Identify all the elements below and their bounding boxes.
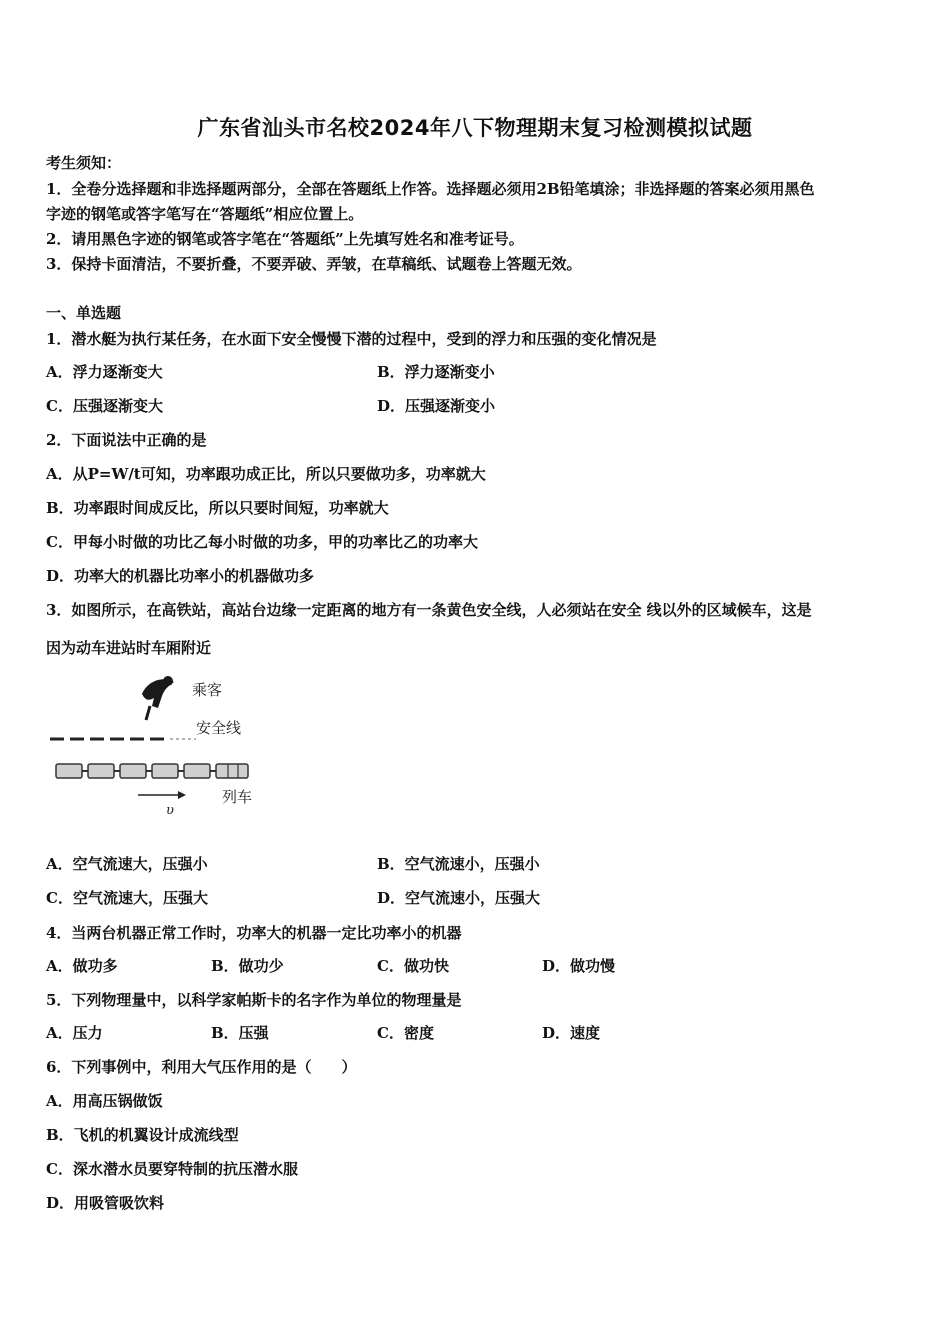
notice-heading: 考生须知： [46,154,122,172]
notice-item: 1．全卷分选择题和非选择题两部分，全部在答题纸上作答。选择题必须用2B铅笔填涂；非选择题的答案必须用黑色 [46,180,815,198]
question-2-stem: 2．下面说法中正确的是 [46,431,207,449]
train-icon [56,764,248,778]
q2-option-d: D．功率大的机器比功率小的机器做功多 [46,567,315,585]
q5-option-d: D．速度 [542,1024,601,1042]
q6-option-c: C．深水潜水员要穿特制的抗压潜水服 [46,1160,298,1178]
safety-line-label: 安全线 [196,719,242,737]
notice-item: 字迹的钢笔或答字笔写在“答题纸”相应位置上。 [46,205,364,223]
q4-option-d: D．做功慢 [542,957,616,975]
q4-option-b: B．做功少 [211,957,284,975]
section-heading: 一、单选题 [46,304,122,322]
q2-option-a: A．从P=W/t可知，功率跟功成正比，所以只要做功多，功率就大 [46,465,486,483]
q5-option-c: C．密度 [377,1024,434,1042]
passenger-label: 乘客 [192,681,223,699]
q5-option-a: A．压力 [46,1024,103,1042]
platform-figure [46,668,276,828]
q4-option-c: C．做功快 [377,957,449,975]
velocity-arrow-icon [138,791,186,799]
q3-option-a: A．空气流速大，压强小 [46,855,208,873]
question-1-stem: 1．潜水艇为执行某任务，在水面下安全慢慢下潜的过程中，受到的浮力和压强的变化情况是 [46,330,657,348]
q5-option-b: B．压强 [211,1024,269,1042]
question-6-stem: 6．下列事例中，利用大气压作用的是（ ） [46,1058,357,1076]
q1-option-a: A．浮力逐渐变大 [46,363,163,381]
q6-option-d: D．用吸管吸饮料 [46,1194,165,1212]
q3-option-d: D．空气流速小，压强大 [377,889,541,907]
q1-option-c: C．压强逐渐变大 [46,397,163,415]
notice-item: 3．保持卡面清洁，不要折叠，不要弄破、弄皱，在草稿纸、试题卷上答题无效。 [46,255,582,273]
notice-item: 2．请用黑色字迹的钢笔或答字笔在“答题纸”上先填写姓名和准考证号。 [46,230,524,248]
question-3-stem-cont: 因为动车进站时车厢附近 [46,639,212,657]
question-4-stem: 4．当两台机器正常工作时，功率大的机器一定比功率小的机器 [46,924,462,942]
train-label: 列车 [222,788,253,806]
q6-option-b: B．飞机的机翼设计成流线型 [46,1126,239,1144]
q3-option-c: C．空气流速大，压强大 [46,889,208,907]
q6-option-a: A．用高压锅做饭 [46,1092,163,1110]
q2-option-b: B．功率跟时间成反比，所以只要时间短，功率就大 [46,499,389,517]
q3-option-b: B．空气流速小，压强小 [377,855,540,873]
q1-option-b: B．浮力逐渐变小 [377,363,495,381]
question-3-stem: 3．如图所示，在高铁站，高站台边缘一定距离的地方有一条黄色安全线，人必须站在安全 线以外的区域候车，这是 [46,601,812,619]
q2-option-c: C．甲每小时做的功比乙每小时做的功多，甲的功率比乙的功率大 [46,533,478,551]
velocity-label: υ [166,803,174,818]
question-5-stem: 5．下列物理量中，以科学家帕斯卡的名字作为单位的物理量是 [46,991,462,1009]
page-title: 广东省汕头市名校2024年八下物理期末复习检测模拟试题 [197,116,753,140]
passenger-icon [142,676,174,720]
q4-option-a: A．做功多 [46,957,118,975]
platform-diagram [46,668,276,828]
q1-option-d: D．压强逐渐变小 [377,397,496,415]
